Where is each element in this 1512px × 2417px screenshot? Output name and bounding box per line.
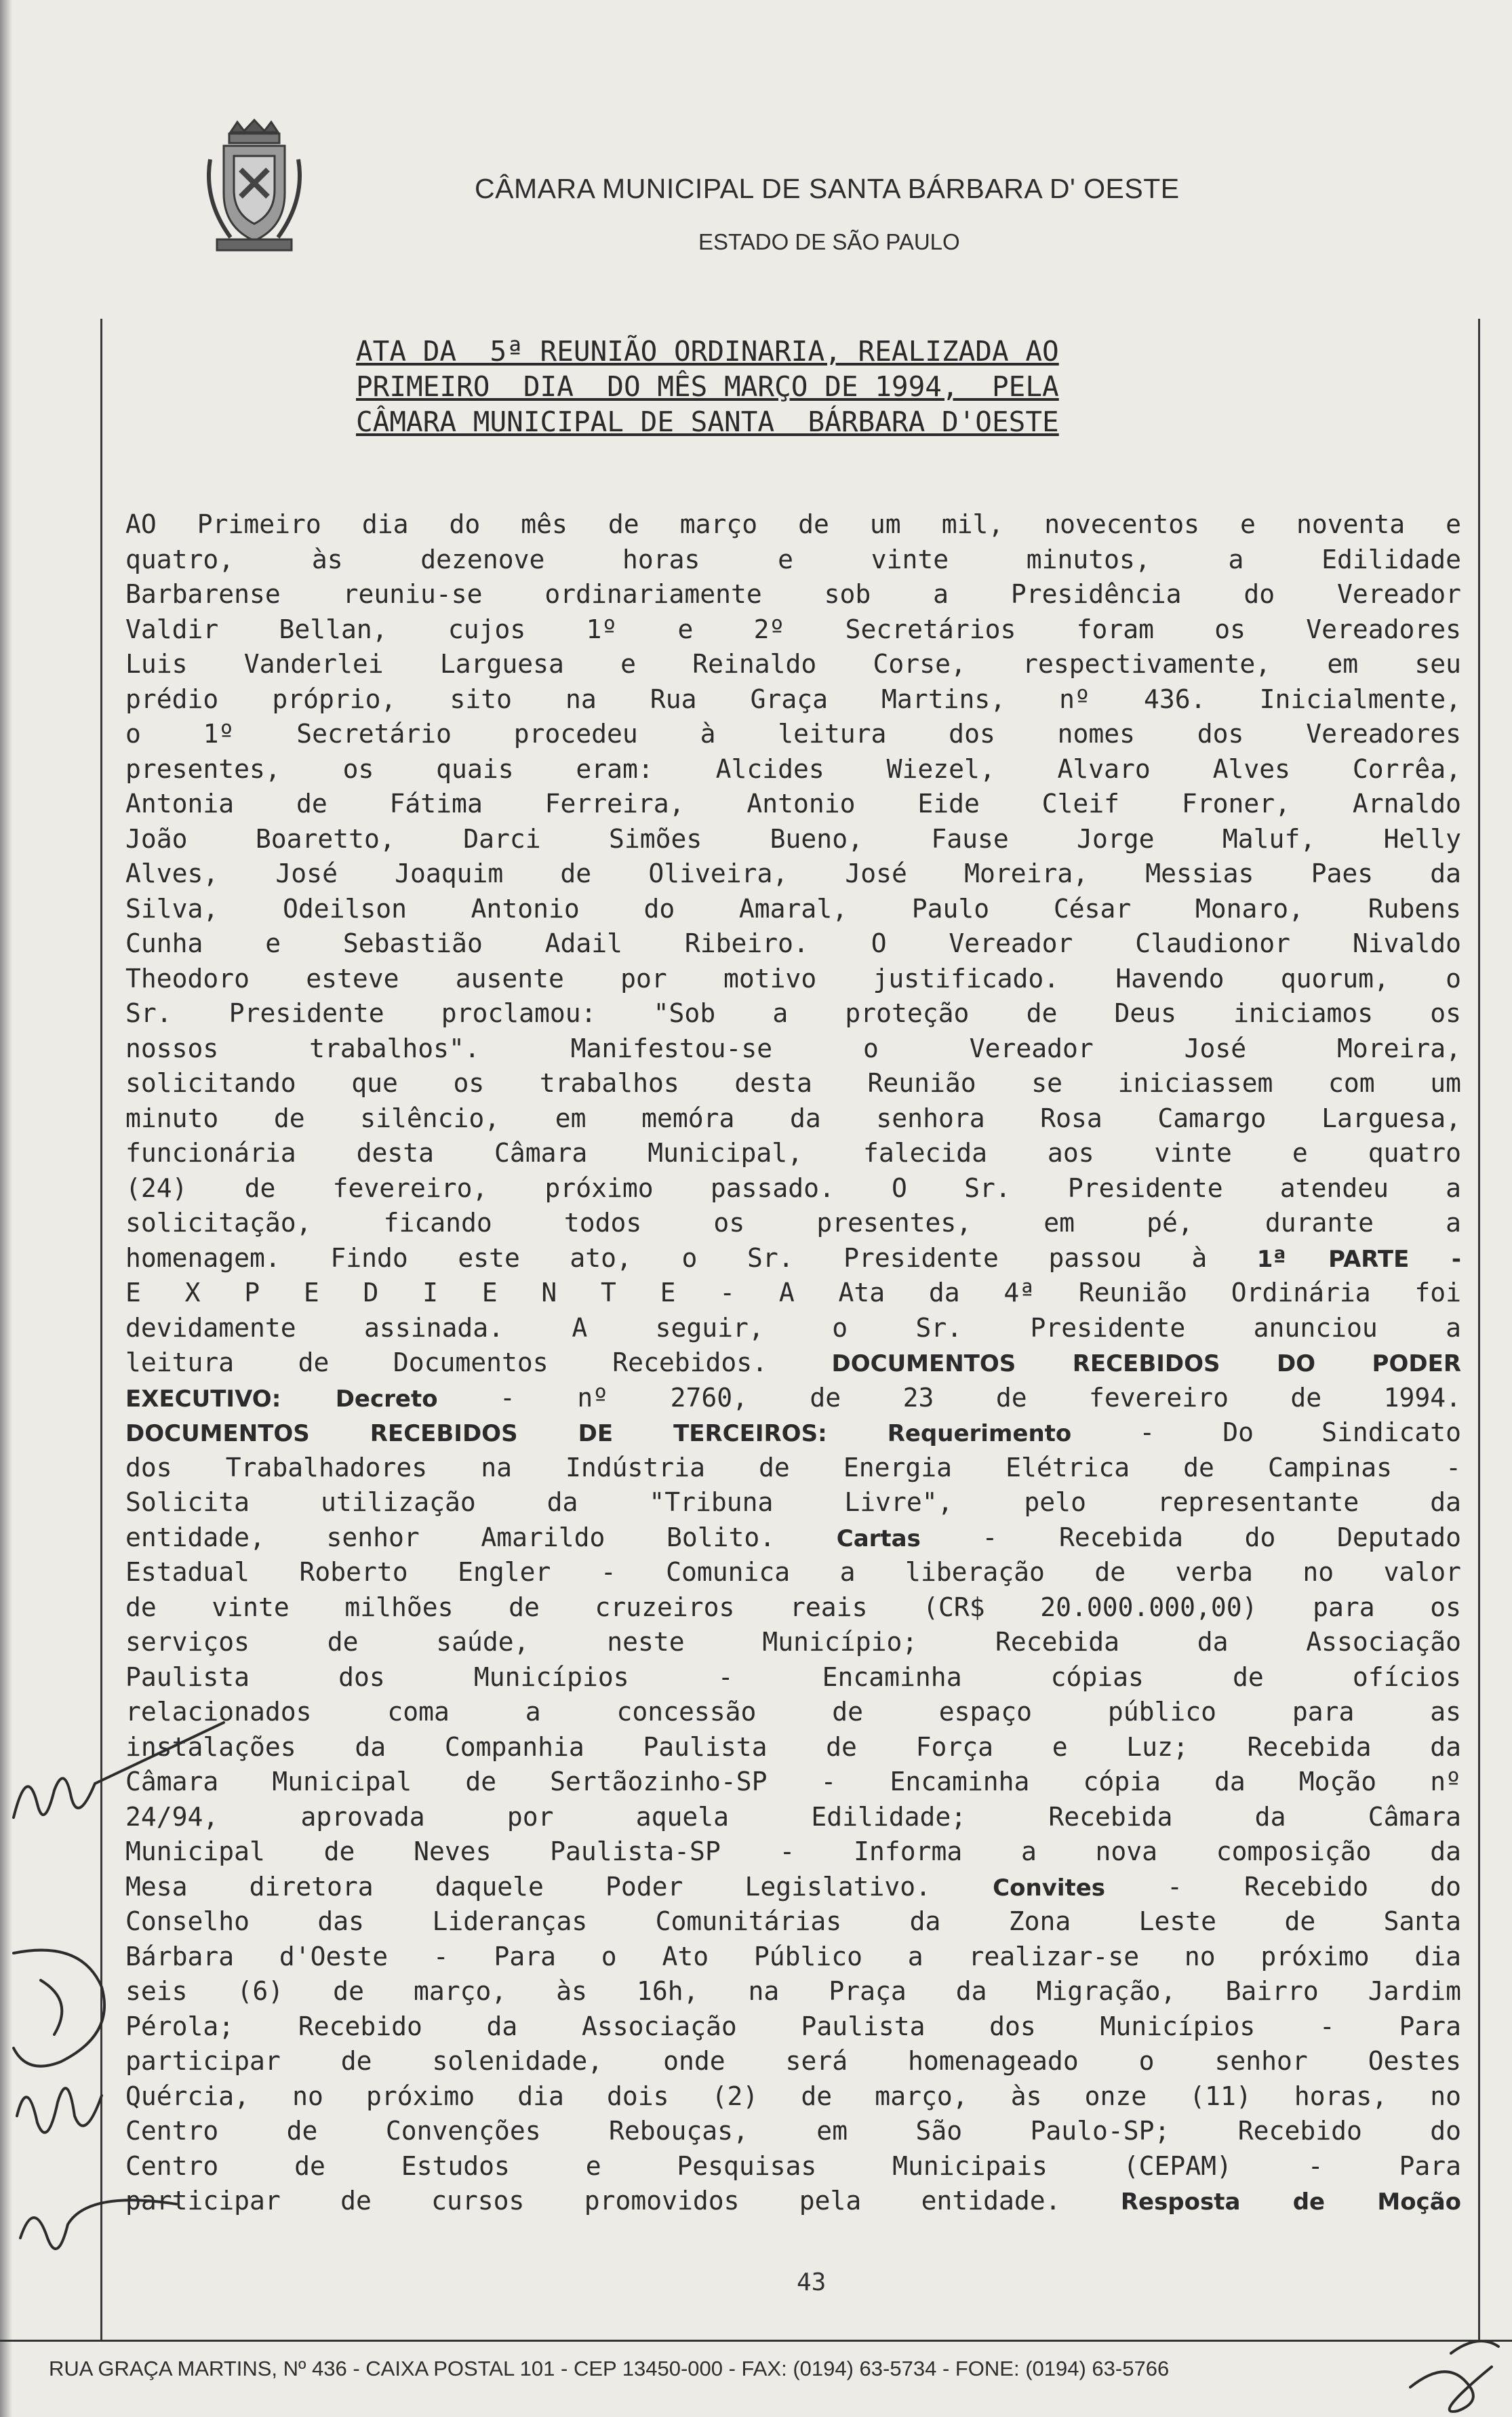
left-margin-rule [100, 319, 102, 2340]
body-line: nossos trabalhos". Manifestou-se o Vereador José Moreira, [125, 1033, 1461, 1063]
body-line: Estadual Roberto Engler - Comunica a liberação de verba no valor [125, 1557, 1461, 1587]
body-line: Conselho das Lideranças Comunitárias da Zona Leste de Santa [125, 1906, 1461, 1936]
body-line: devidamente assinada. A seguir, o Sr. Presidente anunciou a [125, 1312, 1461, 1343]
coat-of-arms-icon [203, 119, 305, 254]
body-line: funcionária desta Câmara Municipal, falecida aos vinte e quatro [125, 1138, 1461, 1168]
section-label: EXECUTIVO: Decreto [125, 1385, 438, 1413]
section-label: 1ª PARTE - [1256, 1245, 1461, 1273]
body-line [125, 1415, 1461, 1451]
section-label: Resposta de Moção [1120, 2188, 1462, 2216]
section-label: DOCUMENTOS RECEBIDOS DO PODER [831, 1350, 1461, 1377]
body-line: Centro de Estudos e Pesquisas Municipais (CEPAM) - Para [125, 2150, 1461, 2181]
footer-divider [0, 2340, 1512, 2342]
body-line: de vinte milhões de cruzeiros reais (CR$ 20.000.000,00) para os [125, 1592, 1461, 1622]
body-line: Sr. Presidente proclamou: "Sob a proteção de Deus iniciamos os [125, 998, 1461, 1028]
body-line: o 1º Secretário procedeu à leitura dos nomes dos Vereadores [125, 719, 1461, 749]
body-text-run: - Recebido do [1105, 1871, 1462, 1902]
page-number: 43 [797, 2268, 827, 2296]
body-line: quatro, às dezenove horas e vinte minutos, a Edilidade [125, 544, 1461, 574]
body-text-run: - nº 2760, de 23 de fevereiro de 1994. [437, 1382, 1461, 1413]
body-line: solicitação, ficando todos os presentes, em pé, durante a [125, 1208, 1461, 1238]
body-line: Theodoro esteve ausente por motivo justificado. Havendo quorum, o [125, 963, 1461, 994]
state-name: ESTADO DE SÃO PAULO [698, 229, 960, 254]
body-line: Quércia, no próximo dia dois (2) de março, às onze (11) horas, no [125, 2081, 1461, 2111]
body-line: Câmara Municipal de Sertãozinho-SP - Encaminha cópia da Moção nº [125, 1767, 1461, 1796]
body-line [125, 2184, 1461, 2219]
minutes-body [125, 507, 1461, 2219]
body-line: minuto de silêncio, em memóra da senhora Rosa Camargo Larguesa, [125, 1103, 1461, 1133]
body-line: Valdir Bellan, cujos 1º e 2º Secretários foram os Vereadores [125, 614, 1461, 644]
body-text-run: participar de cursos promovidos pela entidade. [125, 2186, 1121, 2216]
section-label: Cartas [836, 1525, 921, 1552]
body-line: instalações da Companhia Paulista de Força e Luz; Recebida da [125, 1731, 1461, 1762]
body-line: Antonia de Fátima Ferreira, Antonio Eide Cleif Froner, Arnaldo [125, 789, 1461, 819]
body-line: Municipal de Neves Paulista-SP - Informa a nova composição da [125, 1836, 1461, 1866]
body-line: Bárbara d'Oeste - Para o Ato Público a realizar-se no próximo dia [125, 1941, 1461, 1971]
body-text-run: entidade, senhor Amarildo Bolito. [125, 1522, 837, 1552]
body-line: Silva, Odeilson Antonio do Amaral, Paulo César Monaro, Rubens [125, 893, 1461, 924]
body-text-run: homenagem. Findo este ato, o Sr. Presidente passou à [125, 1242, 1257, 1273]
body-line: presentes, os quais eram: Alcides Wiezel, Alvaro Alves Corrêa, [125, 753, 1461, 784]
body-line: prédio próprio, sito na Rua Graça Martins, nº 436. Inicialmente, [125, 684, 1461, 714]
body-line: seis (6) de março, às 16h, na Praça da Migração, Bairro Jardim [125, 1976, 1461, 2006]
body-line [125, 1520, 1461, 1556]
body-line: Luis Vanderlei Larguesa e Reinaldo Corse, respectivamente, em seu [125, 649, 1461, 679]
body-line [125, 1870, 1461, 1905]
body-line: Pérola; Recebido da Associação Paulista dos Municípios - Para [125, 2011, 1461, 2041]
right-margin-rule [1478, 319, 1480, 2340]
body-line: Cunha e Sebastião Adail Ribeiro. O Vereador Claudionor Nivaldo [125, 928, 1461, 958]
section-label: DOCUMENTOS RECEBIDOS DE TERCEIROS: Requerimento [125, 1420, 1072, 1447]
body-line: João Boaretto, Darci Simões Bueno, Fause Jorge Maluf, Helly [125, 823, 1461, 854]
body-line: Solicita utilização da "Tribuna Livre", pelo representante da [125, 1487, 1461, 1517]
heading-line: CÂMARA MUNICIPAL DE SANTA BÁRBARA D'OESTE [356, 406, 1059, 438]
chamber-name: CÂMARA MUNICIPAL DE SANTA BÁRBARA D' OESTE [475, 173, 1180, 204]
body-line: Alves, José Joaquim de Oliveira, José Moreira, Messias Paes da [125, 859, 1461, 888]
body-line: solicitando que os trabalhos desta Reunião se iniciassem com um [125, 1068, 1461, 1098]
body-text-run: Mesa diretora daquele Poder Legislativo. [125, 1871, 993, 1902]
body-line: Centro de Convenções Rebouças, em São Paulo-SP; Recebido do [125, 2116, 1461, 2146]
body-text-run: - Recebida do Deputado [920, 1522, 1461, 1552]
body-line: 24/94, aprovada por aquela Edilidade; Recebida da Câmara [125, 1801, 1461, 1832]
footer-address: RUA GRAÇA MARTINS, Nº 436 - CAIXA POSTAL 101 - CEP 13450-000 - FAX: (0194) 63-5734 - FONE: (0194) 63-5766 [49, 2357, 1170, 2380]
body-line: AO Primeiro dia do mês de março de um mil, novecentos e noventa e [125, 509, 1461, 539]
body-text-run: leitura de Documentos Recebidos. [125, 1348, 832, 1377]
scan-edge-shadow [0, 0, 12, 2417]
body-text-run: - Do Sindicato [1071, 1417, 1461, 1447]
body-line: participar de solenidade, onde será homenageado o senhor Oestes [125, 2046, 1461, 2076]
heading-line: ATA DA 5ª REUNIÃO ORDINARIA, REALIZADA AO [356, 335, 1059, 368]
body-line: dos Trabalhadores na Indústria de Energia Elétrica de Campinas - [125, 1452, 1461, 1482]
section-label: Convites [993, 1874, 1106, 1902]
body-line: relacionados coma a concessão de espaço público para as [125, 1697, 1461, 1727]
body-line: Barbarense reuniu-se ordinariamente sob a Presidência do Vereador [125, 579, 1461, 609]
body-line: E X P E D I E N T E - A Ata da 4ª Reunião Ordinária foi [125, 1278, 1461, 1308]
body-line [125, 1345, 1461, 1381]
body-line [125, 1381, 1461, 1416]
body-line: (24) de fevereiro, próximo passado. O Sr. Presidente atendeu a [125, 1173, 1461, 1203]
minutes-heading [356, 334, 1292, 439]
body-line [125, 1241, 1461, 1276]
body-line: Paulista dos Municípios - Encaminha cópias de ofícios [125, 1662, 1461, 1692]
body-line: serviços de saúde, neste Município; Recebida da Associação [125, 1627, 1461, 1657]
heading-line: PRIMEIRO DIA DO MÊS MARÇO DE 1994, PELA [356, 370, 1059, 403]
